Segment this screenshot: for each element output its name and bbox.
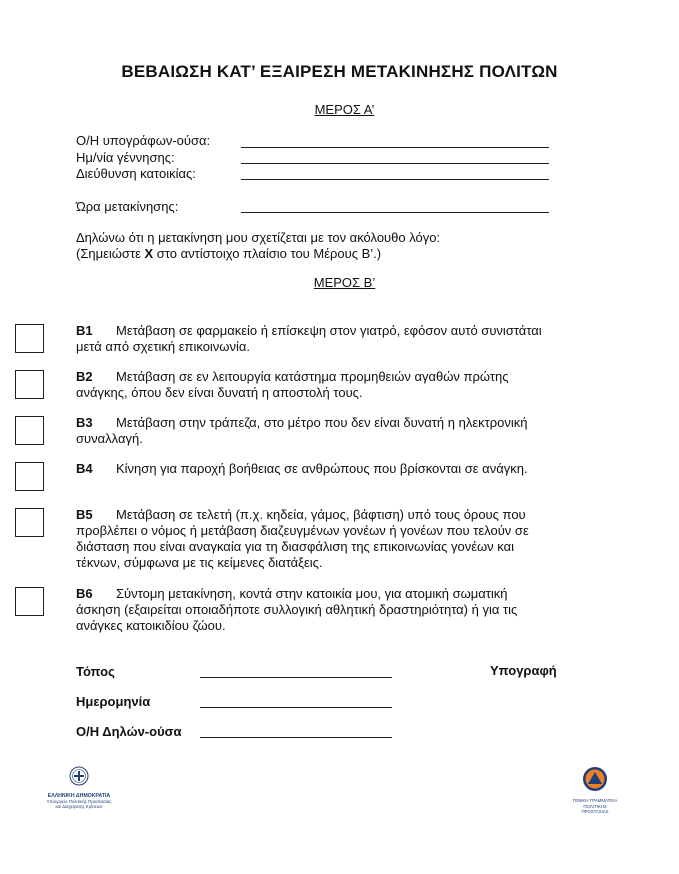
form-title: ΒΕΒΑΙΩΣΗ ΚΑΤ’ ΕΞΑΙΡΕΣΗ ΜΕΤΑΚΙΝΗΣΗΣ ΠΟΛΙΤΩΝ bbox=[121, 62, 558, 81]
option-b3: Β3 Μετάβαση στην τράπεζα, στο μέτρο που δεν είναι δυνατή η ηλεκτρονική συναλλαγή. bbox=[76, 415, 528, 446]
option-b1: Β1 Μετάβαση σε φαρμακείο ή επίσκεψη στον γιατρό, εφόσον αυτό συνιστάται μετά από σχετική επικοινωνία. bbox=[76, 323, 542, 354]
checkbox-b4[interactable] bbox=[15, 462, 44, 491]
signer-name-field[interactable] bbox=[241, 147, 549, 148]
place-field[interactable] bbox=[200, 677, 392, 678]
checkbox-b1[interactable] bbox=[15, 324, 44, 353]
left-logo-line2: και Διαχείρισης Κρίσεων bbox=[55, 804, 103, 809]
option-b4: Β4 Κίνηση για παροχή βοήθειας σε ανθρώπους που βρίσκονται σε ανάγκη. bbox=[76, 461, 528, 476]
civil-protection-logo bbox=[570, 766, 620, 814]
part-a-heading: ΜΕΡΟΣ Α’ bbox=[314, 102, 375, 117]
checkbox-b2[interactable] bbox=[15, 370, 44, 399]
address-label: Διεύθυνση κατοικίας: bbox=[76, 166, 196, 181]
place-label: Τόπος bbox=[76, 664, 115, 679]
signer-name-label: Ο/Η υπογράφων-ούσα: bbox=[76, 133, 211, 148]
date-field[interactable] bbox=[200, 707, 392, 708]
checkbox-b5[interactable] bbox=[15, 508, 44, 537]
signature-label: Υπογραφή bbox=[490, 663, 557, 678]
left-logo-line1: Υπουργείο Πολιτικής Προστασίας bbox=[46, 799, 112, 804]
declaration-line: Δηλώνω ότι η μετακίνηση μου σχετίζεται με τον ακόλουθο λόγο: bbox=[76, 230, 441, 245]
greek-emblem-icon bbox=[69, 766, 89, 786]
movement-time-label: Ώρα μετακίνησης: bbox=[76, 199, 179, 214]
checkbox-b6[interactable] bbox=[15, 587, 44, 616]
birth-date-label: Ημ/νία γέννησης: bbox=[76, 150, 175, 165]
address-field[interactable] bbox=[241, 179, 549, 180]
declarant-label: Ο/Η Δηλών-ούσα bbox=[76, 724, 182, 739]
date-label: Ημερομηνία bbox=[76, 694, 151, 709]
option-b5: Β5 Μετάβαση σε τελετή (π.χ. κηδεία, γάμος, βάφτιση) υπό τους όρους που προβλέπει ο νόμος ή μετάβαση διαζευγμένων γονέων ή γονέων που τελούν σε διάσταση που είναι αναγκαία για τη διασφάλιση της επικοινωνίας γονέων και τέκνων, σύμφωνα με τις κείμενες διατάξεις. bbox=[76, 507, 529, 570]
part-b-heading: ΜΕΡΟΣ Β’ bbox=[313, 275, 376, 290]
right-logo-line2: ΠΟΛΙΤΙΚΗΣ ΠΡΟΣΤΑΣΙΑΣ bbox=[581, 804, 609, 814]
movement-time-field[interactable] bbox=[241, 212, 549, 213]
declaration-text bbox=[76, 230, 440, 262]
civil-protection-icon bbox=[582, 766, 608, 792]
note-mark: Χ bbox=[144, 246, 154, 261]
option-b2: Β2 Μετάβαση σε εν λειτουργία κατάστημα προμηθειών αγαθών πρώτης ανάγκης, όπου δεν είναι δυνατή η αποστολή τους. bbox=[76, 369, 509, 400]
declaration-note: (Σημειώστε Χ στο αντίστοιχο πλαίσιο του Μέρους Β’.) bbox=[76, 246, 382, 261]
declarant-field[interactable] bbox=[200, 737, 392, 738]
option-b6: Β6 Σύντομη μετακίνηση, κοντά στην κατοικία μου, για ατομική σωματική άσκηση (εξαιρείται οποιαδήποτε συλλογική αθλητική δραστηριότητα) ή για τις ανάγκες κατοικιδίου ζώου. bbox=[76, 586, 518, 633]
right-logo-line1: ΓΕΝΙΚΗ ΓΡΑΜΜΑΤΕΙΑ bbox=[572, 798, 618, 803]
hellenic-republic-logo bbox=[28, 766, 130, 809]
checkbox-b3[interactable] bbox=[15, 416, 44, 445]
birth-date-field[interactable] bbox=[241, 163, 549, 164]
left-logo-title: ΕΛΛΗΝΙΚΗ ΔΗΜΟΚΡΑΤΙΑ bbox=[47, 793, 111, 799]
